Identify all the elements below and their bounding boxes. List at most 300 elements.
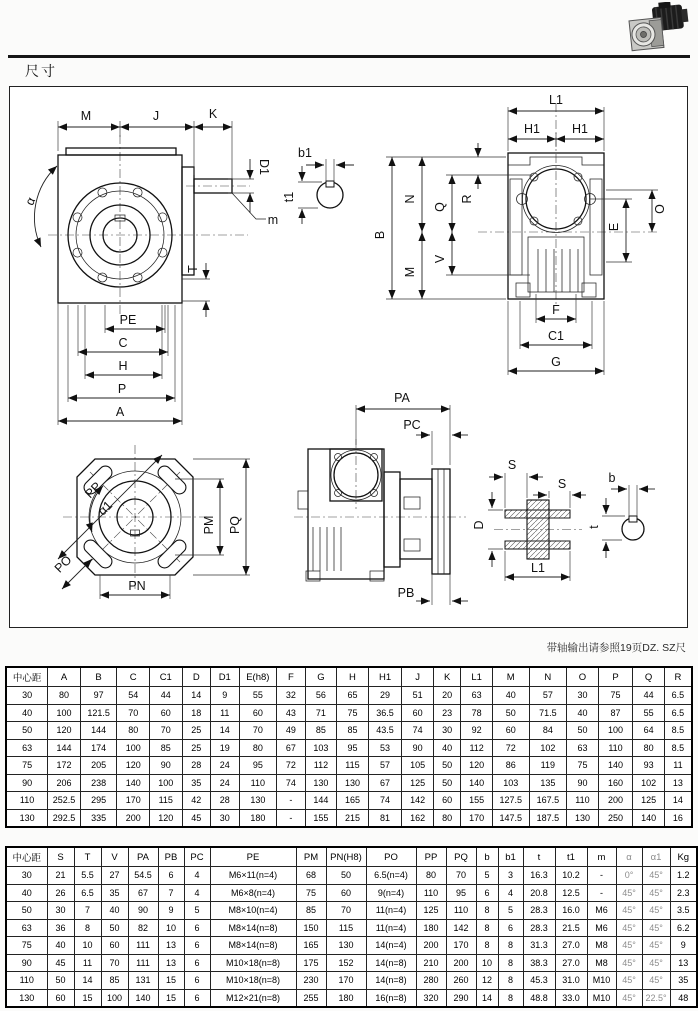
- table-cell: 110: [598, 739, 633, 757]
- table-cell: 155: [461, 792, 493, 810]
- table-cell: 9: [158, 902, 184, 920]
- column-header: PC: [184, 847, 210, 867]
- table-cell: 50: [492, 704, 529, 722]
- table-cell: 90: [6, 774, 48, 792]
- table-cell: 4: [498, 884, 523, 902]
- column-header: E(h8): [239, 667, 277, 687]
- table-cell: 40: [6, 884, 47, 902]
- table-cell: 165: [296, 937, 326, 955]
- table-cell: 60: [149, 704, 182, 722]
- table-cell: 75: [6, 757, 48, 775]
- table-cell: 44: [633, 687, 665, 705]
- table-cell: 250: [598, 809, 633, 827]
- table-cell: 205: [80, 757, 117, 775]
- table-cell: 11(n=4): [366, 919, 416, 937]
- table-cell: 54: [117, 687, 150, 705]
- column-header: C: [117, 667, 150, 687]
- table-cell: 92: [461, 722, 493, 740]
- table-cell: 45°: [642, 972, 670, 990]
- table-cell: 45°: [616, 902, 642, 920]
- table-cell: 28.3: [523, 919, 555, 937]
- table-cell: 167.5: [529, 792, 567, 810]
- table-cell: 85: [149, 739, 182, 757]
- table-cell: 60: [47, 989, 74, 1007]
- table-cell: 14(n=8): [366, 954, 416, 972]
- table-cell: 67: [368, 774, 402, 792]
- table-cell: 90: [6, 954, 47, 972]
- column-header: t1: [555, 847, 587, 867]
- table-cell: 120: [149, 809, 182, 827]
- table-cell: 206: [48, 774, 81, 792]
- table-cell: 35: [670, 972, 697, 990]
- table-cell: 130: [567, 809, 599, 827]
- table-cell: 25: [182, 739, 210, 757]
- table-cell: 6: [184, 919, 210, 937]
- table-cell: 60: [433, 792, 460, 810]
- table-cell: 6: [184, 972, 210, 990]
- column-header: α: [616, 847, 642, 867]
- table-row: [6, 792, 692, 810]
- table-cell: 19: [211, 739, 239, 757]
- table-cell: 144: [305, 792, 337, 810]
- table-cell: 60: [239, 704, 277, 722]
- table-cell: 70: [117, 704, 150, 722]
- table-cell: 18: [182, 704, 210, 722]
- table-cell: 75: [6, 937, 47, 955]
- dimension-table-secondary: [5, 846, 698, 1008]
- table-cell: 6.5: [664, 687, 692, 705]
- table-cell: -: [277, 809, 305, 827]
- dim-label-R: R: [460, 194, 474, 204]
- table-cell: 81: [368, 809, 402, 827]
- table-row: [6, 989, 697, 1007]
- dim-label-J: J: [152, 109, 160, 123]
- table-cell: M10: [587, 972, 616, 990]
- table-cell: 31.0: [555, 972, 587, 990]
- table-cell: 55: [239, 687, 277, 705]
- table-cell: 11(n=4): [366, 902, 416, 920]
- table-cell: 1.2: [670, 867, 697, 885]
- table-cell: M8×14(n=8): [210, 919, 296, 937]
- dim-label-F: F: [552, 303, 560, 317]
- table-cell: 144: [80, 722, 117, 740]
- mount-view: [294, 391, 468, 605]
- table-cell: 6: [476, 884, 498, 902]
- table-cell: 6: [184, 954, 210, 972]
- table-cell: 90: [149, 757, 182, 775]
- table-cell: 60: [402, 704, 434, 722]
- table-cell: 14(n=8): [366, 972, 416, 990]
- table-cell: 14: [182, 687, 210, 705]
- table-cell: 144: [48, 739, 81, 757]
- table-row: [6, 704, 692, 722]
- table-cell: 28: [182, 757, 210, 775]
- table-cell: 71: [305, 704, 337, 722]
- dim-label-V: V: [433, 254, 447, 264]
- table-cell: 64: [633, 722, 665, 740]
- table-cell: 45°: [616, 937, 642, 955]
- table-cell: 111: [128, 937, 158, 955]
- table-cell: 5: [498, 902, 523, 920]
- table-cell: 40: [6, 704, 48, 722]
- table-cell: 3: [498, 867, 523, 885]
- column-header: H: [337, 667, 369, 687]
- column-header: PO: [366, 847, 416, 867]
- table-cell: 40: [492, 687, 529, 705]
- table-cell: 8: [498, 972, 523, 990]
- column-header: G: [305, 667, 337, 687]
- table-cell: 45: [47, 954, 74, 972]
- table-cell: 60: [101, 937, 128, 955]
- table-cell: 48: [670, 989, 697, 1007]
- section-title: 尺寸: [25, 63, 57, 79]
- table-cell: 44: [149, 687, 182, 705]
- table-cell: 5.5: [74, 867, 101, 885]
- table-cell: 20: [433, 687, 460, 705]
- table-cell: 100: [149, 774, 182, 792]
- table-cell: 100: [598, 722, 633, 740]
- table-cell: 230: [296, 972, 326, 990]
- table-cell: 10.2: [555, 867, 587, 885]
- table-row: [6, 884, 697, 902]
- table-cell: 125: [416, 902, 446, 920]
- table-cell: 70: [239, 722, 277, 740]
- table-cell: 85: [101, 972, 128, 990]
- table-cell: 2.3: [670, 884, 697, 902]
- table-cell: 14: [664, 792, 692, 810]
- table-cell: M6: [587, 902, 616, 920]
- table-cell: 170: [117, 792, 150, 810]
- table-cell: 16: [664, 809, 692, 827]
- table-cell: 45°: [642, 867, 670, 885]
- table-cell: 74: [368, 792, 402, 810]
- table-cell: 67: [128, 884, 158, 902]
- column-header: M: [492, 667, 529, 687]
- column-header: PE: [210, 847, 296, 867]
- column-header: Kg: [670, 847, 697, 867]
- table-row: [6, 739, 692, 757]
- dim-label-G: G: [551, 355, 561, 369]
- table-cell: 45°: [642, 902, 670, 920]
- table-cell: 8.5: [664, 739, 692, 757]
- table-cell: 28.3: [523, 902, 555, 920]
- table-cell: 75: [337, 704, 369, 722]
- table-cell: 170: [446, 937, 476, 955]
- table-cell: 110: [6, 972, 47, 990]
- table-row: [6, 954, 697, 972]
- dim-label-M: M: [403, 266, 417, 278]
- hollow-shaft-view: [472, 458, 655, 581]
- table-cell: 50: [433, 757, 460, 775]
- table-cell: 210: [416, 954, 446, 972]
- table-cell: 56: [305, 687, 337, 705]
- table-cell: 6: [184, 989, 210, 1007]
- dim-label-alpha: α: [22, 195, 39, 208]
- table-cell: 112: [305, 757, 337, 775]
- table-cell: 130: [239, 792, 277, 810]
- table-cell: 36: [47, 919, 74, 937]
- column-header: 中心距: [6, 847, 47, 867]
- column-header: O: [567, 667, 599, 687]
- table-cell: 6.5: [74, 884, 101, 902]
- table-cell: 7: [158, 884, 184, 902]
- table-cell: 130: [337, 774, 369, 792]
- table-cell: 110: [416, 884, 446, 902]
- table-cell: 120: [117, 757, 150, 775]
- table-cell: 50: [433, 774, 460, 792]
- table-cell: 112: [461, 739, 493, 757]
- table-cell: 30: [47, 902, 74, 920]
- dim-label-PC: PC: [403, 418, 421, 432]
- table-header-row: [6, 667, 692, 687]
- table-cell: 86: [492, 757, 529, 775]
- table-cell: 187.5: [529, 809, 567, 827]
- table-row: [6, 919, 697, 937]
- table-cell: 200: [416, 937, 446, 955]
- table-cell: 8: [498, 954, 523, 972]
- table-cell: 53: [368, 739, 402, 757]
- table-cell: M6×11(n=4): [210, 867, 296, 885]
- dim-label-PE: PE: [119, 313, 137, 327]
- table-cell: 27.0: [555, 937, 587, 955]
- table-cell: 15: [74, 989, 101, 1007]
- column-header: Q: [633, 667, 665, 687]
- table-cell: 110: [567, 792, 599, 810]
- dim-label-PN: PN: [128, 579, 146, 593]
- table-cell: 30: [6, 687, 48, 705]
- table-cell: 252.5: [48, 792, 81, 810]
- dim-label-PA: PA: [394, 391, 410, 405]
- dimension-table-primary: [5, 666, 693, 828]
- technical-drawing: [10, 87, 687, 627]
- table-cell: 75: [567, 757, 599, 775]
- table-cell: 9(n=4): [366, 884, 416, 902]
- table-cell: 290: [446, 989, 476, 1007]
- table-cell: 140: [598, 757, 633, 775]
- table-cell: 100: [117, 739, 150, 757]
- table-cell: 200: [446, 954, 476, 972]
- table-cell: 54.5: [128, 867, 158, 885]
- table-cell: 4: [184, 884, 210, 902]
- table-cell: 13: [664, 774, 692, 792]
- table-cell: 51: [402, 687, 434, 705]
- dim-label-E: E: [607, 222, 621, 232]
- table-cell: 26: [47, 884, 74, 902]
- table-cell: 14: [476, 989, 498, 1007]
- table-cell: 32: [277, 687, 305, 705]
- table-cell: 127.5: [492, 792, 529, 810]
- table-cell: 24: [211, 774, 239, 792]
- table-cell: 63: [567, 739, 599, 757]
- table-cell: 292.5: [48, 809, 81, 827]
- column-header: PQ: [446, 847, 476, 867]
- table-cell: 45: [182, 809, 210, 827]
- table-cell: 150: [296, 919, 326, 937]
- table-cell: 75: [296, 884, 326, 902]
- table-cell: 152: [326, 954, 366, 972]
- table-cell: M12×21(n=8): [210, 989, 296, 1007]
- table-row: [6, 687, 692, 705]
- table-cell: 6: [184, 937, 210, 955]
- table-cell: 335: [80, 809, 117, 827]
- gearbox-photo-graphic: [621, 2, 693, 56]
- table-cell: 6.2: [670, 919, 697, 937]
- dim-label-D: D: [472, 520, 486, 530]
- table-cell: 68: [296, 867, 326, 885]
- table-cell: 40: [567, 704, 599, 722]
- dim-label-C: C: [118, 336, 128, 350]
- table-cell: 16(n=8): [366, 989, 416, 1007]
- table-cell: 142: [446, 919, 476, 937]
- table-cell: 45°: [616, 972, 642, 990]
- dim-label-H: H: [118, 359, 128, 373]
- table-row: [6, 722, 692, 740]
- table-cell: 40: [47, 937, 74, 955]
- table-cell: 57: [529, 687, 567, 705]
- table-cell: 255: [296, 989, 326, 1007]
- table-cell: 130: [6, 989, 47, 1007]
- table-cell: 9: [670, 937, 697, 955]
- column-header: P: [598, 667, 633, 687]
- table-cell: 5: [476, 867, 498, 885]
- table-cell: 55: [633, 704, 665, 722]
- table-cell: 295: [80, 792, 117, 810]
- table-cell: 21.5: [555, 919, 587, 937]
- table-cell: 6.5(n=4): [366, 867, 416, 885]
- table-cell: 90: [567, 774, 599, 792]
- header-rule: [8, 55, 690, 58]
- table-cell: 35: [182, 774, 210, 792]
- table-cell: 172: [48, 757, 81, 775]
- column-header: A: [48, 667, 81, 687]
- table-cell: 70: [101, 954, 128, 972]
- table-cell: 110: [6, 792, 48, 810]
- table-cell: 103: [305, 739, 337, 757]
- table-cell: 130: [305, 774, 337, 792]
- table-cell: 10: [74, 937, 101, 955]
- table-cell: 11: [211, 704, 239, 722]
- table-cell: 15: [158, 989, 184, 1007]
- product-photo: [621, 2, 693, 61]
- table-cell: 45°: [642, 954, 670, 972]
- table-cell: 16.0: [555, 902, 587, 920]
- table-cell: 162: [402, 809, 434, 827]
- table-cell: 100: [48, 704, 81, 722]
- table-cell: 85: [305, 722, 337, 740]
- table-cell: M6×8(n=4): [210, 884, 296, 902]
- table-cell: 102: [633, 774, 665, 792]
- table-row: [6, 867, 697, 885]
- column-header: 中心距: [6, 667, 48, 687]
- table-cell: 72: [277, 757, 305, 775]
- table-cell: 102: [529, 739, 567, 757]
- column-header: D: [182, 667, 210, 687]
- table-cell: 14: [211, 722, 239, 740]
- table-cell: 80: [433, 809, 460, 827]
- table-cell: 38.3: [523, 954, 555, 972]
- table-cell: 70: [326, 902, 366, 920]
- table-cell: 63: [6, 739, 48, 757]
- table-cell: 180: [239, 809, 277, 827]
- column-header: D1: [211, 667, 239, 687]
- table-cell: 140: [633, 809, 665, 827]
- column-header: B: [80, 667, 117, 687]
- table-cell: 43.5: [368, 722, 402, 740]
- dim-label-H1-left: H1: [524, 122, 540, 136]
- dim-label-C1: C1: [548, 329, 564, 343]
- table-cell: 170: [461, 809, 493, 827]
- table-cell: 13: [158, 937, 184, 955]
- table-cell: 93: [633, 757, 665, 775]
- table-cell: 10: [158, 919, 184, 937]
- table-cell: 147.5: [492, 809, 529, 827]
- table-cell: 125: [402, 774, 434, 792]
- table-cell: 65: [337, 687, 369, 705]
- table-cell: 67: [277, 739, 305, 757]
- table-cell: 140: [117, 774, 150, 792]
- table-cell: 45°: [616, 884, 642, 902]
- table-cell: 13: [158, 954, 184, 972]
- table-cell: 12.5: [555, 884, 587, 902]
- table-cell: 110: [446, 902, 476, 920]
- table-cell: 90: [128, 902, 158, 920]
- table-cell: 175: [296, 954, 326, 972]
- column-header: α1: [642, 847, 670, 867]
- table-cell: 50: [6, 722, 48, 740]
- table-cell: 320: [416, 989, 446, 1007]
- table-cell: 120: [48, 722, 81, 740]
- table-cell: M8: [587, 937, 616, 955]
- dim-label-D1: D1: [257, 159, 271, 175]
- table-cell: 105: [402, 757, 434, 775]
- table-cell: 80: [416, 867, 446, 885]
- table-cell: 50: [326, 867, 366, 885]
- front-view: [23, 107, 354, 425]
- table-cell: 14: [74, 972, 101, 990]
- table-cell: 238: [80, 774, 117, 792]
- table-cell: 155: [305, 809, 337, 827]
- table-cell: 115: [326, 919, 366, 937]
- table-cell: 170: [326, 972, 366, 990]
- table-cell: 20.8: [523, 884, 555, 902]
- table-cell: 97: [80, 687, 117, 705]
- table-cell: 60: [492, 722, 529, 740]
- dim-label-S-right: S: [557, 477, 567, 491]
- table-cell: 100: [101, 989, 128, 1007]
- table-cell: 260: [446, 972, 476, 990]
- table-cell: 280: [416, 972, 446, 990]
- table-cell: 85: [296, 902, 326, 920]
- dim-label-K: K: [208, 107, 218, 121]
- table-cell: 30: [433, 722, 460, 740]
- table-row: [6, 902, 697, 920]
- table-cell: 40: [433, 739, 460, 757]
- table-cell: 8.5: [664, 722, 692, 740]
- table-cell: 90: [402, 739, 434, 757]
- table-cell: 95: [239, 757, 277, 775]
- table-cell: 180: [416, 919, 446, 937]
- dim-label-L1-shaft: L1: [531, 561, 545, 575]
- table-cell: 95: [337, 739, 369, 757]
- table-cell: 80: [117, 722, 150, 740]
- column-header: N: [529, 667, 567, 687]
- table-cell: 30: [6, 867, 47, 885]
- column-header: V: [101, 847, 128, 867]
- table-row: [6, 972, 697, 990]
- flange-view: [52, 445, 250, 599]
- column-header: T: [74, 847, 101, 867]
- table-cell: 25: [182, 722, 210, 740]
